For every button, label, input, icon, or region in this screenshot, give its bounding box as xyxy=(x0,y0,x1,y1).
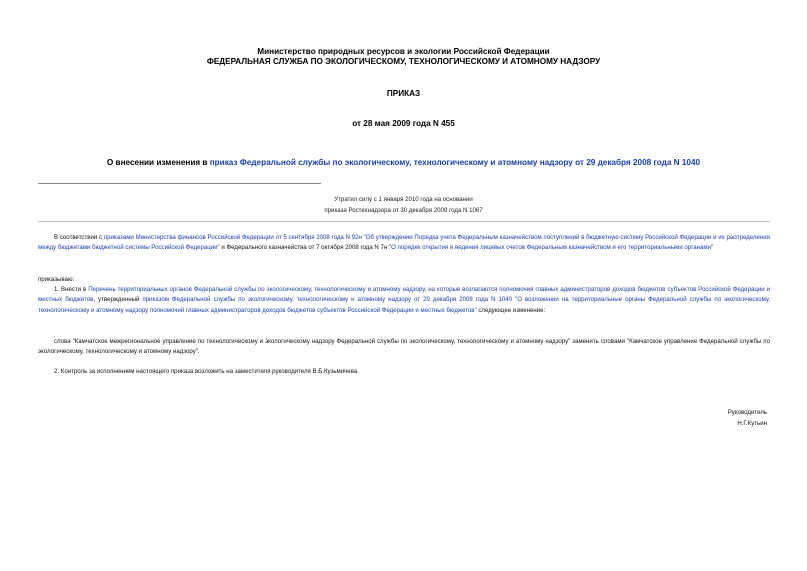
signature-block xyxy=(728,408,767,429)
doc-date-number: от 28 мая 2009 года N 455 xyxy=(352,119,455,128)
note-divider xyxy=(38,221,770,222)
preamble-text-1: В соответствии с xyxy=(54,234,104,241)
item1-link-1[interactable]: Перечень территориальных органов Федеральной службы по экологическому, технологическому и атомному надзору, на которые возлагаются полномочия главных администраторов доходов бюджетов субъектов Российской Федерации и местных бюджетов xyxy=(38,286,770,304)
item1-paragraph xyxy=(38,285,770,316)
signature-position: Руководитель xyxy=(727,409,767,416)
doc-type: ПРИКАЗ xyxy=(386,89,421,98)
status-note xyxy=(0,195,807,216)
change-paragraph xyxy=(38,337,770,358)
service-heading: ФЕДЕРАЛЬНАЯ СЛУЖБА ПО ЭКОЛОГИЧЕСКОМУ, ТЕХНОЛОГИЧЕСКОМУ И АТОМНОМУ НАДЗОРУ xyxy=(206,57,601,66)
preamble-paragraph xyxy=(38,233,770,254)
change-text: слова "Камчатское межрегиональное управление по технологическому и экологическому надзору Федеральной службы по экологическому, технологическому и атомному надзору" заменить словами "Камчатское управление Федеральной службы по экологическому, технологическому и атомному надзору". xyxy=(38,338,770,356)
ministry-heading: Министерство природных ресурсов и экологии Российской Федерации xyxy=(257,47,550,56)
doc-title-prefix: О внесении изменения в xyxy=(106,158,210,167)
signature-name: Н.Г.Кутьин xyxy=(737,419,767,427)
status-note-line1: Утратил силу с 1 января 2010 года на основании xyxy=(334,196,473,203)
item1-text-2: , утвержденный xyxy=(93,296,143,304)
item1-text-3: следующее изменение: xyxy=(476,306,546,314)
item1-text-1: 1. Внести в xyxy=(54,286,89,293)
doc-title xyxy=(0,158,807,167)
item1-link-2[interactable]: приказом Федеральной службы по экологическому, технологическому и атомному надзору от 29 декабря 2008 года N 1040 "О возложении на территориальные органы Федеральной службы по экологическому, технологическому и атомному надзору полномочий главных администраторов доходов бюджетов субъектов Российской Федерации и местных бюджетов" xyxy=(38,296,770,314)
preamble-link-2[interactable]: О порядке открытия и ведения лицевых счетов Федеральным казначейством и его территориальными органами xyxy=(391,244,712,252)
preamble-text-3: " xyxy=(711,244,714,252)
doc-title-link[interactable]: приказ Федеральной службы по экологическому, технологическому и атомному надзору от 29 декабря 2008 года N 1040 xyxy=(209,158,701,167)
preamble-text-2: и Федерального казначейства от 7 октября 2008 года N 7н " xyxy=(219,244,392,252)
status-note-line2: приказа Ростехнадзора от 30 декабря 2009 года N 1067 xyxy=(324,206,483,214)
preamble-link-1[interactable]: приказами Министерства финансов Российской Федерации от 5 сентября 2008 года N 92н "Об утверждении Порядка учета Федеральным казначейством поступлений в бюджетную систему Российской Федерации и их распределения между бюджетами бюджетной системы Российской Федерации" xyxy=(38,234,770,252)
order-word: приказываю: xyxy=(38,276,75,283)
title-divider xyxy=(38,183,321,184)
item2-text: 2. Контроль за исполнением настоящего приказа возложить на заместителя руководителя В.Б.Кузьмичева. xyxy=(54,368,359,375)
item2-paragraph xyxy=(38,367,770,377)
